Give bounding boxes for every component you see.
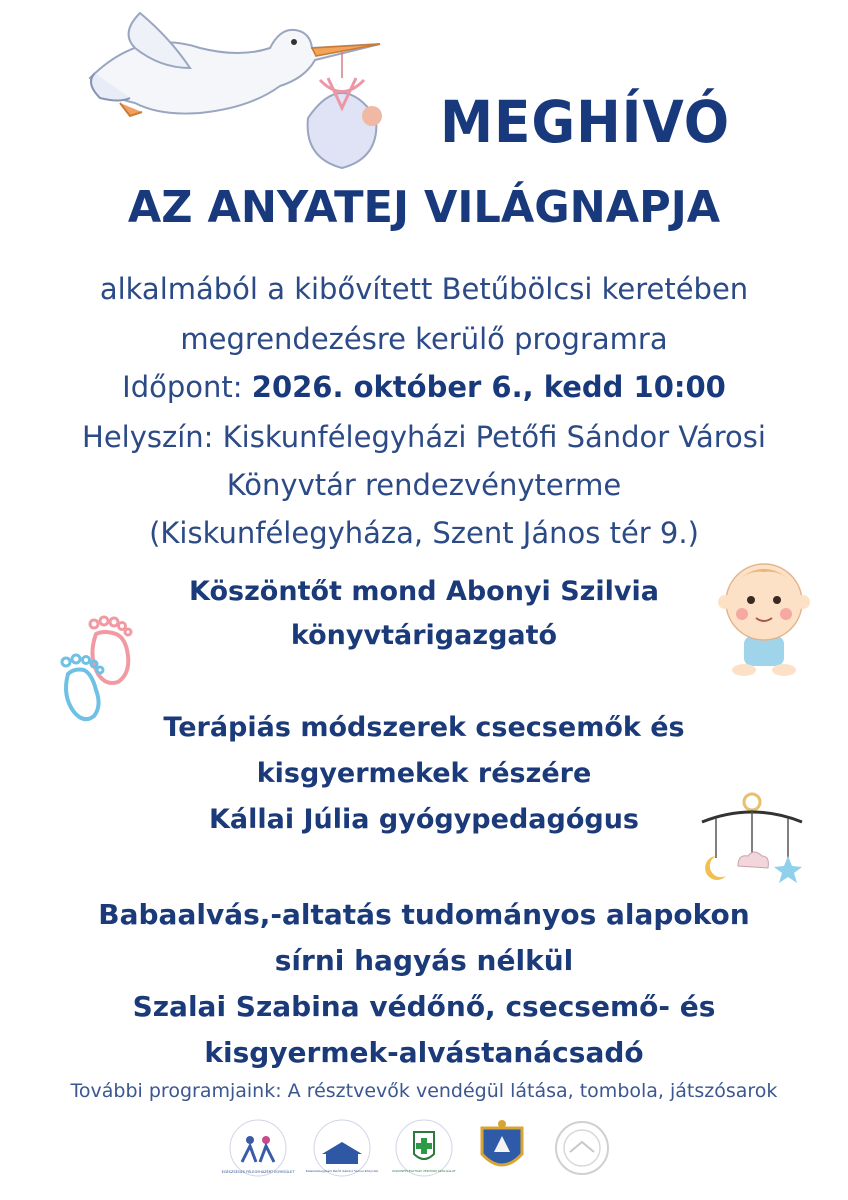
city-coat-of-arms xyxy=(474,1118,530,1178)
invitation-title: MEGHÍVÓ xyxy=(440,88,731,156)
sleep-topic-2: sírni hagyás nélkül xyxy=(274,944,574,977)
therapy-speaker: Kállai Júlia gyógypedagógus xyxy=(208,804,639,835)
event-time xyxy=(0,370,848,404)
library-logo xyxy=(305,1118,379,1178)
time-value: 2026. október 6., kedd 10:00 xyxy=(251,370,726,404)
intro-line-2: megrendezésre kerülő programra xyxy=(180,322,668,356)
intro-line-1: alkalmából a kibővített Betűbölcsi keretében xyxy=(99,272,749,306)
sleep-topic-1: Babaalvás,-altatás tudományos alapokon xyxy=(98,898,750,931)
place-line-2: Könyvtár rendezvényterme xyxy=(226,468,622,502)
stork-illustration xyxy=(80,8,390,178)
partner-seal-logo xyxy=(552,1118,612,1178)
egeszseges-felegyhazert-logo xyxy=(221,1118,295,1178)
address: (Kiskunfélegyháza, Szent János tér 9.) xyxy=(149,516,699,550)
place-line-1: Helyszín: Kiskunfélegyházi Petőfi Sándor Városi xyxy=(82,420,766,454)
logo1-caption: EGÉSZSÉGES FÉLEGYHÁZÉRT EGYESÜLET xyxy=(221,1170,295,1174)
sleep-speaker-2: kisgyermek-alvástanácsadó xyxy=(204,1036,644,1069)
logo3-caption: KISKUNFÉLEGYHÁZI VÉDŐNŐI SZOLGÁLAT xyxy=(392,1169,456,1173)
welcome-speaker-title: könyvtárigazgató xyxy=(290,620,558,651)
event-title: AZ ANYATEJ VILÁGNAPJA xyxy=(127,182,721,233)
vedonoi-szolgalat-logo xyxy=(394,1118,454,1178)
footer-programs: További programjaink: A résztvevők vendégül látása, tombola, játszósarok xyxy=(70,1080,778,1102)
time-label: Időpont: xyxy=(122,370,252,404)
therapy-topic-1: Terápiás módszerek csecsemők és xyxy=(163,712,685,743)
sleep-speaker-1: Szalai Szabina védőnő, csecsemő- és xyxy=(132,990,716,1023)
logo2-caption: Kiskunfélegyházi Petőfi Sándor Városi Könyvtár xyxy=(305,1169,379,1173)
therapy-topic-2: kisgyermekek részére xyxy=(256,758,592,789)
welcome-speaker: Köszöntőt mond Abonyi Szilvia xyxy=(189,576,659,607)
